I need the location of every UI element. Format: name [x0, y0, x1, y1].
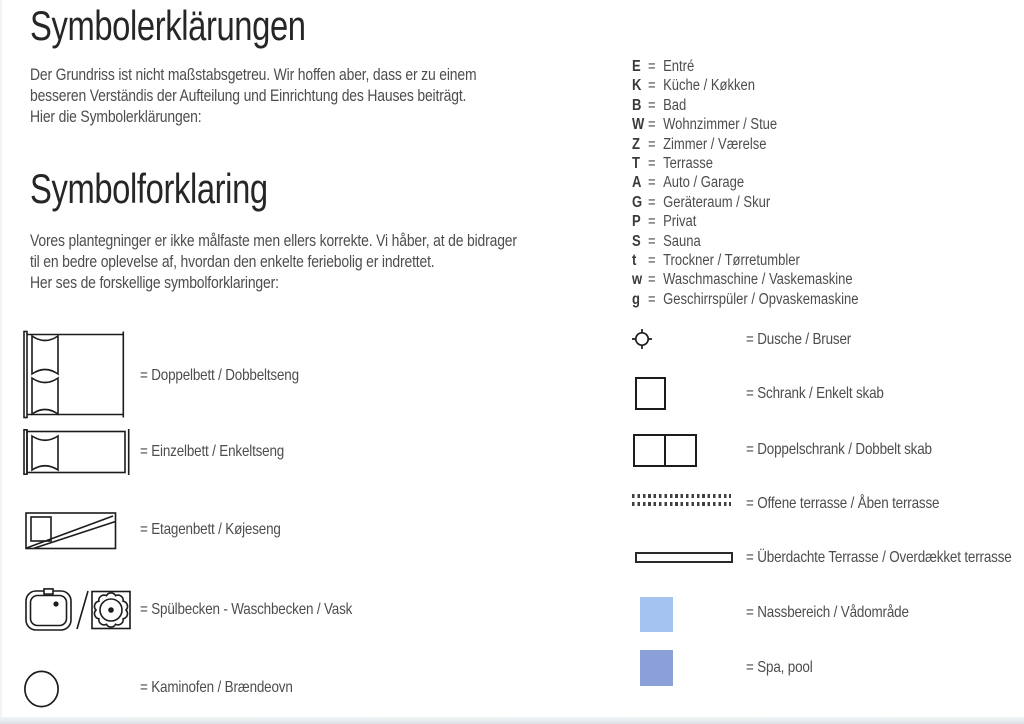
- open-terrace-icon: [632, 502, 731, 506]
- legend-label-double-cabinet: = Doppelschrank / Dobbelt skab: [746, 441, 932, 458]
- page-edge-shadow-bottom: [0, 717, 1024, 724]
- room-code-name: Trockner / Tørretumbler: [663, 252, 800, 270]
- equals-sign: =: [647, 96, 656, 114]
- room-code-row: [632, 173, 858, 192]
- sink-washbasin-icon: [25, 588, 133, 632]
- room-code-letter: g: [632, 290, 640, 308]
- legend-label-covered-terrace: = Überdachte Terrasse / Overdækket terrasse: [746, 549, 1012, 566]
- legend-label-single-cabinet: = Schrank / Enkelt skab: [746, 385, 884, 402]
- bunk-bed-icon: [25, 512, 117, 550]
- equals-sign: =: [647, 77, 656, 95]
- equals-sign: =: [647, 271, 656, 289]
- room-code-name: Zimmer / Værelse: [663, 135, 767, 153]
- room-code-name: Geräteraum / Skur: [663, 193, 771, 211]
- room-code-name: Bad: [663, 96, 687, 114]
- page-edge-shadow-left: [0, 0, 3, 724]
- legend-label-wet-area: = Nassbereich / Vådområde: [746, 604, 909, 621]
- room-code-row: [632, 96, 858, 115]
- room-code-letter: S: [632, 232, 641, 250]
- room-code-row: [632, 290, 858, 309]
- room-code-row: [632, 76, 858, 95]
- room-code-list: [632, 57, 858, 309]
- intro-line: besseren Verständis der Aufteilung und Einrichtung des Hauses beiträgt.: [30, 86, 467, 105]
- equals-sign: =: [647, 135, 656, 153]
- room-code-letter: K: [632, 77, 642, 95]
- room-code-name: Küche / Køkken: [663, 77, 755, 95]
- room-code-row: [632, 154, 858, 173]
- equals-sign: =: [647, 155, 656, 173]
- room-code-name: Geschirrspüler / Opvaskemaskine: [663, 290, 859, 308]
- room-code-row: [632, 251, 858, 270]
- single-bed-icon: [23, 429, 131, 475]
- room-code-row: [632, 57, 858, 76]
- room-code-letter: P: [632, 213, 641, 231]
- legend-label-wood-stove: = Kaminofen / Brændeovn: [140, 679, 293, 696]
- room-code-row: [632, 270, 858, 289]
- room-code-row: [632, 115, 858, 134]
- double-bed-icon: [23, 330, 127, 419]
- room-code-letter: B: [632, 96, 642, 114]
- intro-paragraph-german: [30, 64, 476, 127]
- page-title-german: Symbolerklärungen: [30, 2, 306, 49]
- legend-label-open-terrace: = Offene terrasse / Åben terrasse: [746, 495, 940, 512]
- room-code-name: Sauna: [663, 232, 701, 250]
- covered-terrace-icon: [635, 552, 733, 563]
- page-title-danish: Symbolforklaring: [30, 165, 268, 212]
- equals-sign: =: [647, 252, 656, 270]
- shower-icon: [631, 328, 653, 350]
- spa-pool-icon: [640, 650, 673, 686]
- double-cabinet-icon: [633, 434, 697, 467]
- equals-sign: =: [647, 58, 656, 75]
- room-code-row: [632, 193, 858, 212]
- equals-sign: =: [647, 193, 656, 211]
- intro-paragraph-danish: [30, 230, 517, 293]
- room-code-row: [632, 135, 858, 154]
- legend-label-spa-pool: = Spa, pool: [746, 659, 813, 676]
- room-code-letter: G: [632, 193, 643, 211]
- equals-sign: =: [647, 174, 656, 192]
- room-code-name: Waschmaschine / Vaskemaskine: [663, 271, 853, 289]
- room-code-letter: t: [632, 252, 637, 270]
- room-code-letter: w: [632, 271, 643, 289]
- room-code-letter: E: [632, 58, 641, 75]
- room-code-letter: Z: [632, 135, 640, 153]
- room-code-name: Auto / Garage: [663, 174, 745, 192]
- legend-label-bunk-bed: = Etagenbett / Køjeseng: [140, 521, 281, 538]
- legend-label-double-bed: = Doppelbett / Dobbeltseng: [140, 367, 299, 384]
- room-code-letter: W: [632, 116, 645, 134]
- equals-sign: =: [647, 232, 656, 250]
- wood-stove-icon: [23, 670, 60, 708]
- room-code-name: Entré: [663, 58, 695, 75]
- room-code-name: Terrasse: [663, 155, 714, 173]
- equals-sign: =: [647, 290, 656, 308]
- intro-line: Her ses de forskellige symbolforklaringer:: [30, 273, 279, 292]
- room-code-name: Wohnzimmer / Stue: [663, 116, 778, 134]
- room-code-letter: T: [632, 155, 640, 173]
- legend-label-shower: = Dusche / Bruser: [746, 331, 852, 348]
- single-cabinet-icon: [635, 377, 666, 410]
- intro-line: til en bedre oplevelse af, hvordan den enkelte feriebolig er indrettet.: [30, 252, 435, 271]
- room-code-letter: A: [632, 174, 642, 192]
- intro-line: Der Grundriss ist nicht maßstabsgetreu. Wir hoffen aber, dass er zu einem: [30, 65, 477, 84]
- intro-line: Hier die Symbolerklärungen:: [30, 107, 202, 126]
- room-code-row: [632, 232, 858, 251]
- intro-line: Vores plantegninger er ikke målfaste men ellers korrekte. Vi håber, at de bidrager: [30, 231, 517, 250]
- open-terrace-icon: [632, 494, 731, 498]
- cabinet-divider: [664, 436, 666, 465]
- equals-sign: =: [647, 213, 656, 231]
- room-code-row: [632, 212, 858, 231]
- wet-area-icon: [640, 597, 673, 632]
- equals-sign: =: [647, 116, 656, 134]
- legend-label-sink: = Spülbecken - Waschbecken / Vask: [140, 601, 353, 618]
- legend-label-single-bed: = Einzelbett / Enkeltseng: [140, 443, 285, 460]
- room-code-name: Privat: [663, 213, 697, 231]
